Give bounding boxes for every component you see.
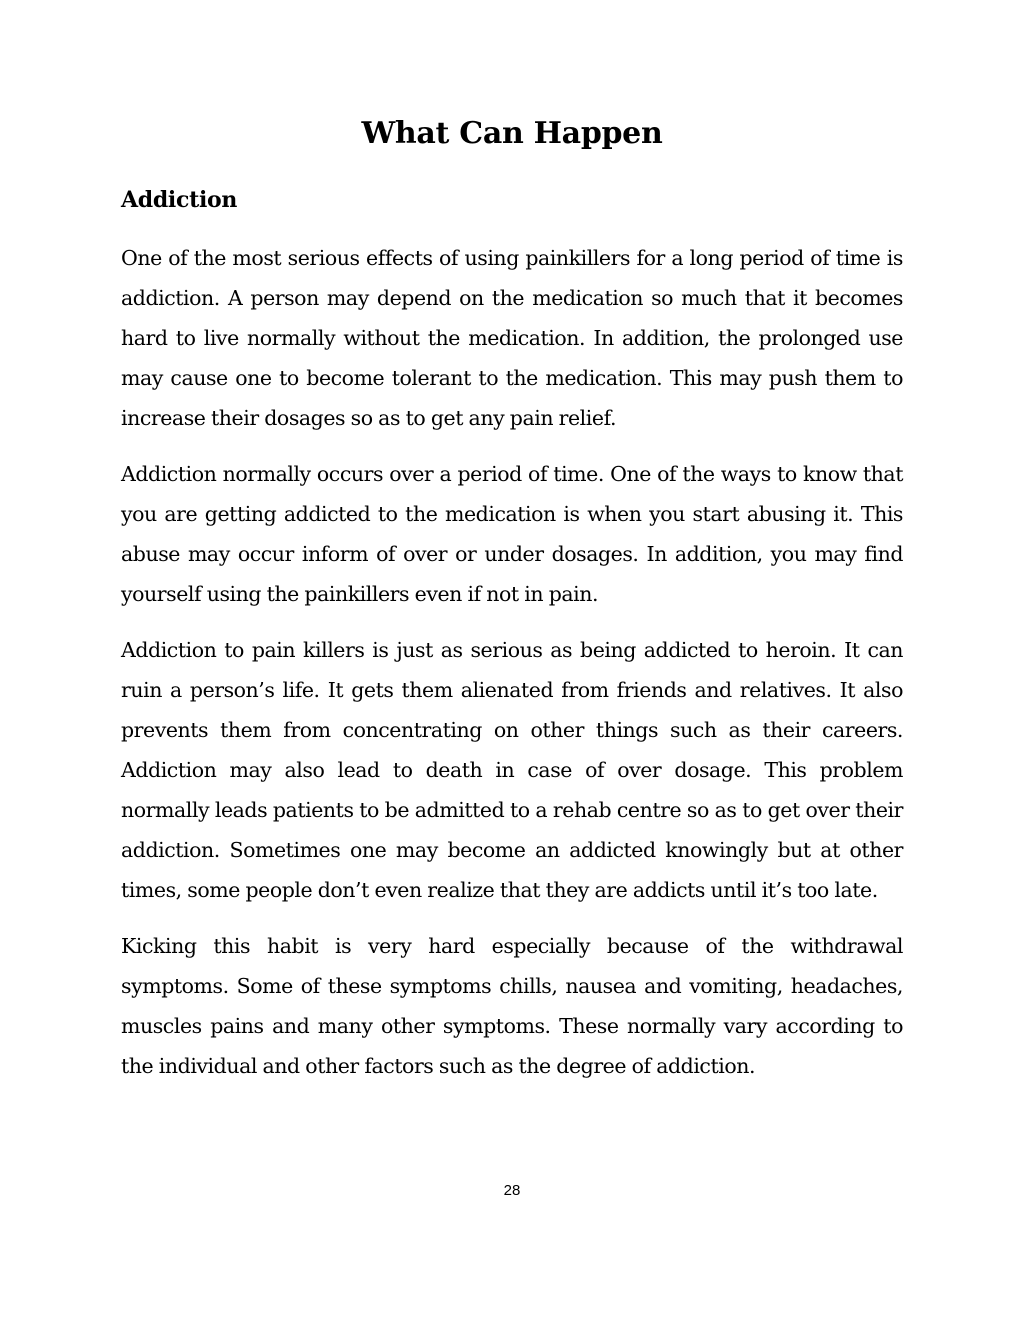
paragraph: One of the most serious effects of using painkillers for a long period of time is addiction. A person may depend on the medication so much that it becomes hard to live normally without the medication. In addition, the prolonged use may cause one to become tolerant to the medication. This may push them to increase their dosages so as to get any pain relief.: [121, 246, 903, 430]
paragraph: Kicking this habit is very hard especially because of the withdrawal symptoms. Some of these symptoms chills, nausea and vomiting, headaches, muscles pains and many other symptoms. These normally vary according to the individual and other factors such as the degree of addiction.: [121, 934, 903, 1078]
paragraph: Addiction to pain killers is just as serious as being addicted to heroin. It can ruin a person’s life. It gets them alienated from friends and relatives. It also prevents them from concentrating on other things such as their careers. Addiction may also lead to death in case of over dosage. This problem normally leads patients to be admitted to a rehab centre so as to get over their addiction. Sometimes one may become an addicted knowingly but at other times, some people don’t even realize that they are addicts until it’s too late.: [121, 638, 903, 902]
section-body: [121, 238, 903, 1102]
section-heading: Addiction: [121, 187, 238, 213]
page-number: 28: [503, 1182, 521, 1199]
paragraph: Addiction normally occurs over a period of time. One of the ways to know that you are getting addicted to the medication is when you start abusing it. This abuse may occur inform of over or under dosages. In addition, you may find yourself using the painkillers even if not in pain.: [121, 462, 903, 606]
page-title: What Can Happen: [361, 116, 663, 151]
